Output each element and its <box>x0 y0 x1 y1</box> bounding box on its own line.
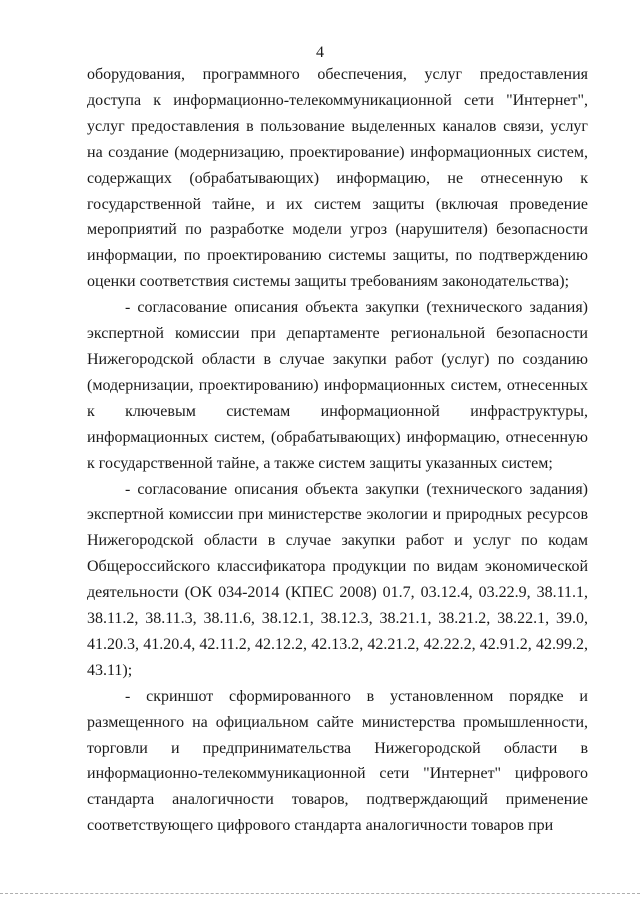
paragraph-screenshot-standard: - скриншот сформированного в установленном порядке и размещенного на официальном сайте министерства промышленности, торговли и предпринимательства Нижегородской области в информационно-телекоммуникационной сети "Интернет" цифрового стандарта аналогичности товаров, подтверждающий применение соответствующего цифрового стандарта аналогичности товаров при <box>87 687 588 835</box>
paragraph-approval-ecology: - согласование описания объекта закупки (технического задания) экспертной комиссии при министерстве экологии и природных ресурсов Нижегородской области в случае закупки работ и услуг по кодам Общероссийского классификатора продукции по видам экономической деятельности (ОК 034-2014 (КПЕС 2008) 01.7, 03.12.4, 03.22.9, 38.11.1, 38.11.2, 38.11.3, 38.11.6, 38.12.1, 38.12.3, 38.21.1, 38.21.2, 38.22.1, 39.0, 41.20.3, 41.20.4, 42.11.2, 42.12.2, 42.13.2, 42.21.2, 42.22.2, 42.91.2, 42.99.2, 43.11); <box>87 480 588 679</box>
paragraph-approval-security: - согласование описания объекта закупки (технического задания) экспертной комиссии при департаменте региональной безопасности Нижегородской области в случае закупки работ (услуг) по созданию (модернизации, проектированию) информационных систем, отнесенных к ключевым системам информационной инфраструктуры, информационных систем, (обрабатывающих) информацию, отнесенную к государственной тайне, а также систем защиты указанных систем; <box>87 299 588 472</box>
scan-bottom-edge <box>0 893 640 894</box>
document-body <box>87 62 588 839</box>
page-number: 4 <box>316 44 324 61</box>
paragraph-continuation: оборудования, программного обеспечения, услуг предоставления доступа к информационно-телекоммуникационной сети "Интернет", услуг предоставления в пользование выделенных каналов связи, услуг на создание (модернизацию, проектирование) информационных систем, содержащих (обрабатывающих) информацию, не отнесенную к государственной тайне, и их систем защиты (включая проведение мероприятий по разработке модели угроз (нарушителя) безопасности информации, по проектированию системы защиты, по подтверждению оценки соответствия системы защиты требованиям законодательства); <box>87 66 588 291</box>
